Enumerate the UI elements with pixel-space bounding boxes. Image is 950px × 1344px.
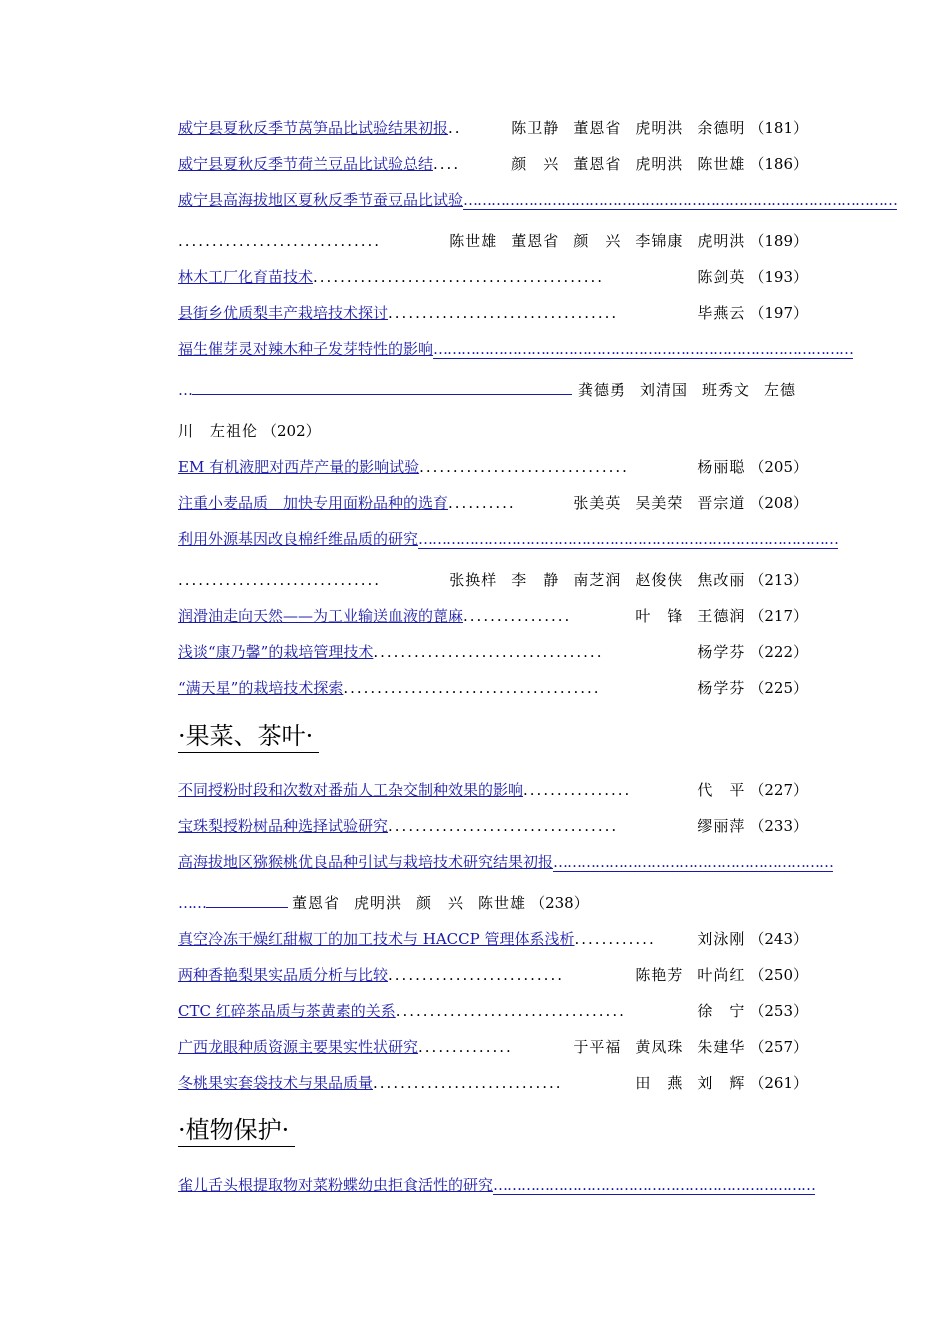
entry-page: （222） <box>749 643 808 661</box>
entry-authors <box>292 890 526 916</box>
entry-title[interactable]: 威宁县高海拔地区夏秋反季节蚕豆品比试验 <box>178 191 464 209</box>
author: 晋宗道 <box>697 494 746 512</box>
entry-authors <box>697 675 745 701</box>
toc-entry[interactable] <box>178 813 808 839</box>
entry-title[interactable]: 县街乡优质梨丰产栽培技术探讨 <box>178 304 389 322</box>
entry-title[interactable]: 利用外源基因改良棉纤维品质的研究 <box>178 530 419 548</box>
leader-dots: ................ <box>463 607 572 625</box>
entry-authors <box>573 1034 745 1060</box>
entry-page: （261） <box>749 1074 808 1092</box>
entry-page: （243） <box>749 930 808 948</box>
author: 刘清国 <box>640 381 689 399</box>
toc-entry[interactable] <box>178 962 808 988</box>
toc-entry-continued <box>178 228 808 254</box>
entry-authors <box>697 264 745 290</box>
leader-dots: .................................. <box>388 304 619 322</box>
toc-entry[interactable] <box>178 300 808 326</box>
leader-dots: .................................. <box>373 643 604 661</box>
author: 李锦康 <box>635 232 684 250</box>
author: 朱建华 <box>697 1038 746 1056</box>
leader-dots: .............................. <box>178 571 382 589</box>
toc-entry[interactable] <box>178 454 808 480</box>
entry-title[interactable]: 林木工厂化育苗技术 <box>178 268 314 286</box>
toc-entry[interactable] <box>178 849 834 875</box>
leader-link-dots[interactable]: ……………………………………………………………………………… <box>433 340 854 358</box>
entry-title[interactable]: CTC 红碎茶品质与茶黄素的关系 <box>178 1002 396 1020</box>
entry-title[interactable]: 注重小麦品质 加快专用面粉品种的选育 <box>178 494 449 512</box>
leader-dots: .......................... <box>388 966 564 984</box>
entry-authors <box>635 962 745 988</box>
leader-link-dots[interactable]: … <box>178 381 192 399</box>
toc-entry-continued <box>178 890 808 916</box>
entry-title[interactable]: 广西龙眼种质资源主要果实性状研究 <box>178 1038 419 1056</box>
toc-entry[interactable] <box>178 777 808 803</box>
author: 黄凤珠 <box>635 1038 684 1056</box>
toc-entry[interactable] <box>178 1034 808 1060</box>
entry-page: （189） <box>749 232 808 250</box>
author: 董恩省 <box>511 232 560 250</box>
author: 陈艳芳 <box>635 966 684 984</box>
entry-title[interactable]: 浅谈“康乃馨”的栽培管理技术 <box>178 643 374 661</box>
author: 颜 兴 <box>416 894 465 912</box>
entry-title[interactable]: 冬桃果实套袋技术与果品质量 <box>178 1074 374 1092</box>
toc-entry[interactable] <box>178 264 808 290</box>
leader-dots: ............................... <box>419 458 629 476</box>
author: 虎明洪 <box>354 894 403 912</box>
author: 陈剑英 <box>697 268 746 286</box>
entry-authors <box>697 813 745 839</box>
author: 焦改丽 <box>697 571 746 589</box>
author: 陈世雄 <box>449 232 498 250</box>
leader-dots: .................................. <box>395 1002 626 1020</box>
author: 田 燕 <box>635 1074 684 1092</box>
toc-entry[interactable] <box>178 151 808 177</box>
leader-link-dots[interactable]: …… <box>178 894 206 912</box>
entry-page: （253） <box>749 1002 808 1020</box>
entry-authors <box>578 377 796 403</box>
toc-entry[interactable] <box>178 639 808 665</box>
author: 董恩省 <box>292 894 341 912</box>
toc-entry-continued <box>178 567 808 593</box>
entry-title[interactable]: 真空冷冻干燥红甜椒丁的加工技术与 HACCP 管理体系浅析 <box>178 930 575 948</box>
section-heading: ·果菜、茶叶· <box>178 720 319 753</box>
leader-link-dots[interactable]: ………………………………………………………………………………… <box>463 191 898 209</box>
leader-link-dots[interactable]: …………………………………………………………… <box>493 1176 816 1194</box>
entry-page: （227） <box>749 781 808 799</box>
author: 王德润 <box>697 607 746 625</box>
toc-entry[interactable] <box>178 998 808 1024</box>
author: 吴美荣 <box>635 494 684 512</box>
toc-entry[interactable] <box>178 526 839 552</box>
section-heading: ·植物保护· <box>178 1114 295 1147</box>
author: 毕燕云 <box>697 304 746 322</box>
toc-entry[interactable] <box>178 115 808 141</box>
author: 陈世雄 <box>697 155 746 173</box>
author: 左德 <box>764 381 797 399</box>
entry-title[interactable]: 两种香艳梨果实品质分析与比较 <box>178 966 389 984</box>
leader-dots: ........................................... <box>313 268 605 286</box>
link-underline <box>206 907 288 908</box>
entry-title[interactable]: 润滑油走向天然——为工业输送血液的蓖麻 <box>178 607 464 625</box>
author: 叶尚红 <box>697 966 746 984</box>
entry-page: （193） <box>749 268 808 286</box>
author: 董恩省 <box>573 155 622 173</box>
author: 虎明洪 <box>697 232 746 250</box>
entry-title[interactable]: 福生催芽灵对辣木种子发芽特性的影响 <box>178 340 434 358</box>
entry-page: （233） <box>749 817 808 835</box>
toc-entry-continued <box>178 418 808 444</box>
entry-page: （205） <box>749 458 808 476</box>
author: 代 平 <box>697 781 746 799</box>
leader-dots: ............ <box>574 930 656 948</box>
leader-dots: .............. <box>418 1038 513 1056</box>
leader-dots: .. <box>448 119 462 137</box>
entry-title[interactable]: “满天星”的栽培技术探索 <box>178 679 344 697</box>
leader-dots: .......... <box>448 494 516 512</box>
author: 陈卫静 <box>511 119 560 137</box>
leader-dots: .............................. <box>178 232 382 250</box>
entry-page: （250） <box>749 966 808 984</box>
entry-title[interactable]: 高海拔地区猕猴桃优良品种引试与栽培技术研究结果初报 <box>178 853 554 871</box>
entry-authors <box>697 300 745 326</box>
author: 刘 辉 <box>697 1074 746 1092</box>
author: 刘泳刚 <box>697 930 746 948</box>
author: 赵俊侠 <box>635 571 684 589</box>
author: 徐 宁 <box>697 1002 746 1020</box>
leader-link-dots[interactable]: …………………………………………………… <box>553 853 834 871</box>
author: 杨学芬 <box>697 679 746 697</box>
entry-authors <box>697 454 745 480</box>
author: 余德明 <box>697 119 746 137</box>
leader-link-dots[interactable]: ……………………………………………………………………………… <box>418 530 839 548</box>
entry-title[interactable]: 雀儿舌头根提取物对菜粉蝶幼虫拒食活性的研究 <box>178 1176 494 1194</box>
toc-entry[interactable] <box>178 675 808 701</box>
entry-page: （202） <box>262 422 321 440</box>
author: 于平福 <box>573 1038 622 1056</box>
entry-page: （225） <box>749 679 808 697</box>
entry-page: （217） <box>749 607 808 625</box>
link-underline <box>192 394 572 395</box>
leader-dots: ...................................... <box>343 679 601 697</box>
toc-entry[interactable] <box>178 490 808 516</box>
author: 张美英 <box>573 494 622 512</box>
entry-authors <box>697 998 745 1024</box>
entry-authors: 川 左祖伦 <box>178 422 259 440</box>
entry-title[interactable]: 威宁县夏秋反季节莴笋品比试验结果初报 <box>178 119 449 137</box>
entry-title[interactable]: EM 有机液肥对西芹产量的影响试验 <box>178 458 420 476</box>
entry-authors <box>697 926 745 952</box>
author: 李 静 <box>511 571 560 589</box>
toc-entry[interactable] <box>178 1070 808 1096</box>
entry-page: （213） <box>749 571 808 589</box>
author: 颜 兴 <box>511 155 560 173</box>
entry-page: （197） <box>749 304 808 322</box>
author: 杨丽聪 <box>697 458 746 476</box>
author: 虎明洪 <box>635 155 684 173</box>
entry-authors <box>697 777 745 803</box>
entry-authors <box>635 603 745 629</box>
entry-title[interactable]: 不同授粉时段和次数对番茄人工杂交制种效果的影响 <box>178 781 524 799</box>
toc-entry-continued <box>178 377 808 403</box>
leader-dots: .................................. <box>388 817 619 835</box>
author: 缪丽萍 <box>697 817 746 835</box>
entry-page: （181） <box>749 119 808 137</box>
entry-title[interactable]: 威宁县夏秋反季节荷兰豆品比试验总结 <box>178 155 434 173</box>
author: 杨学芬 <box>697 643 746 661</box>
toc-entry[interactable] <box>178 187 898 213</box>
entry-title[interactable]: 宝珠梨授粉树品种选择试验研究 <box>178 817 389 835</box>
author: 龚德勇 <box>578 381 627 399</box>
toc-entry[interactable] <box>178 603 808 629</box>
entry-authors <box>449 567 745 593</box>
author: 董恩省 <box>573 119 622 137</box>
entry-authors <box>511 151 745 177</box>
author: 颜 兴 <box>573 232 622 250</box>
author: 南芝润 <box>573 571 622 589</box>
leader-dots: ................ <box>523 781 632 799</box>
entry-authors <box>511 115 745 141</box>
author: 虎明洪 <box>635 119 684 137</box>
author: 陈世雄 <box>478 894 527 912</box>
entry-authors <box>697 639 745 665</box>
toc-entry[interactable] <box>178 1172 816 1198</box>
entry-page: （186） <box>749 155 808 173</box>
leader-dots: ............................ <box>373 1074 563 1092</box>
entry-page: （208） <box>749 494 808 512</box>
entry-authors <box>449 228 745 254</box>
author: 班秀文 <box>702 381 751 399</box>
author: 张换样 <box>449 571 498 589</box>
entry-page: （257） <box>749 1038 808 1056</box>
entry-authors <box>635 1070 745 1096</box>
entry-page: （238） <box>530 894 589 912</box>
toc-entry[interactable] <box>178 926 808 952</box>
leader-dots: .... <box>433 155 461 173</box>
author: 叶 锋 <box>635 607 684 625</box>
toc-entry[interactable] <box>178 336 854 362</box>
entry-authors <box>573 490 745 516</box>
